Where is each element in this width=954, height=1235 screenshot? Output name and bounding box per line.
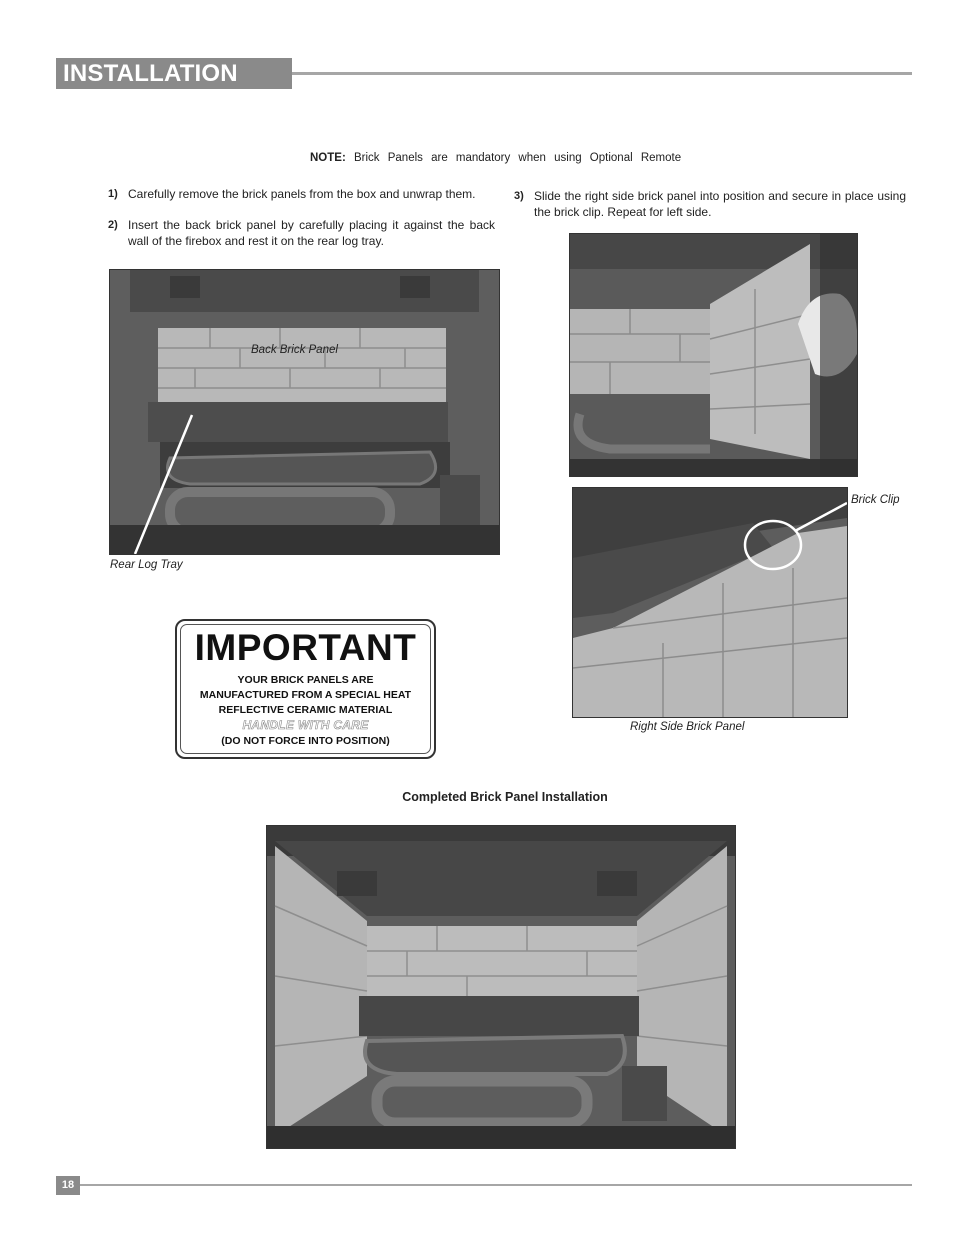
photo-brick-clip [572,487,848,718]
important-inner-border [180,624,431,754]
step-number: 1) [108,188,118,200]
section-title: INSTALLATION [56,58,292,89]
photo-completed-installation [266,825,736,1149]
important-line: MANUFACTURED FROM A SPECIAL HEAT [199,689,412,701]
step-1 [108,186,495,202]
note-label: NOTE: [310,152,346,164]
label-back-brick-panel: Back Brick Panel [251,344,338,356]
important-title: IMPORTANT [194,627,417,668]
photo-back-brick-panel [109,269,500,555]
label-right-side-brick-panel: Right Side Brick Panel [630,721,745,733]
important-line: YOUR BRICK PANELS ARE [237,674,374,686]
important-handle-with-care: HANDLE WITH CARE [242,718,369,732]
completed-caption: Completed Brick Panel Installation [402,790,608,804]
step-text: Carefully remove the brick panels from the box and unwrap them. [128,187,476,201]
note-text: Brick Panels are mandatory when using Optional Remote [353,152,682,164]
photo-right-panel-insert [569,233,858,477]
page-number: 18 [56,1176,80,1195]
step-3 [514,188,906,220]
label-rear-log-tray: Rear Log Tray [110,559,183,571]
note [310,152,681,164]
step-text: Slide the right side brick panel into position and secure in place using the brick clip. Repeat for left side. [534,189,906,219]
important-line: REFLECTIVE CERAMIC MATERIAL [218,704,393,716]
label-brick-clip: Brick Clip [851,494,900,506]
important-do-not-force: (DO NOT FORCE INTO POSITION) [221,735,390,747]
step-2 [108,217,495,249]
step-text: Insert the back brick panel by carefully placing it against the back wall of the firebox and rest it on the rear log tray. [128,218,495,248]
header-rule [292,72,912,75]
footer-rule [80,1184,912,1186]
important-warning-box [175,619,436,759]
step-number: 2) [108,219,118,231]
step-number: 3) [514,190,524,202]
